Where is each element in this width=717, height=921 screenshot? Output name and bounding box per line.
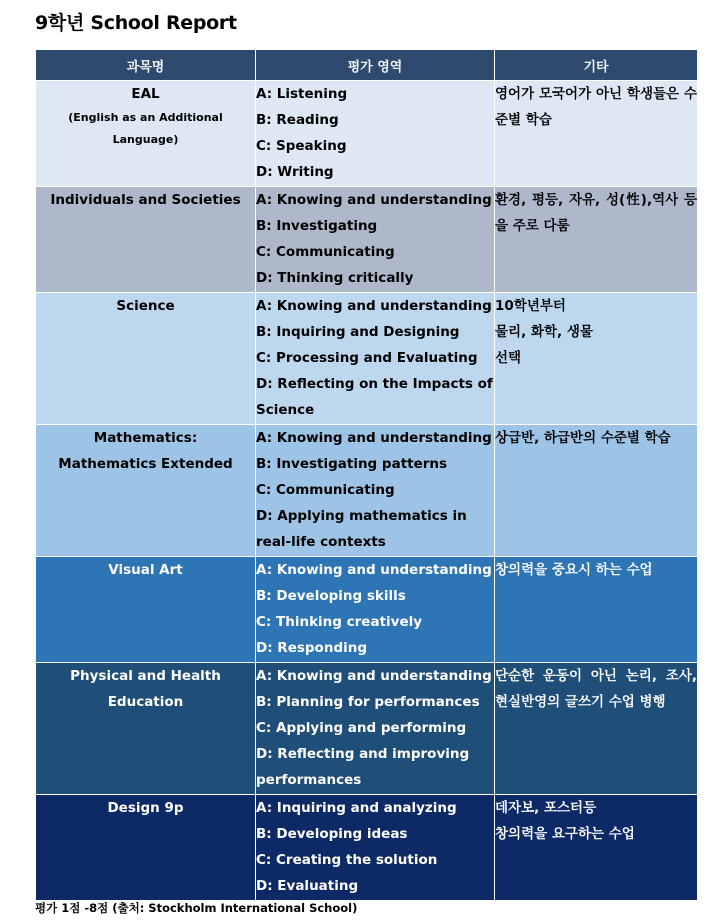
area-item: C: Speaking bbox=[256, 138, 347, 154]
header-notes: 기타 bbox=[495, 50, 698, 81]
area-item: B: Investigating bbox=[256, 218, 378, 234]
area-item: D: Applying mathematics in real-life contexts bbox=[256, 508, 467, 550]
areas-cell bbox=[256, 663, 495, 795]
page-title: 9학년 School Report bbox=[35, 12, 237, 34]
subject-name: Science bbox=[116, 298, 175, 314]
note-cell: 10학년부터 물리, 화학, 생물 선택 bbox=[495, 293, 698, 425]
area-item: B: Inquiring and Designing bbox=[256, 324, 460, 340]
subject-name: EAL bbox=[131, 86, 160, 102]
table-row bbox=[36, 557, 698, 663]
area-item: D: Evaluating bbox=[256, 878, 359, 894]
subject-name: Mathematics: Mathematics Extended bbox=[58, 430, 233, 472]
areas-cell bbox=[256, 293, 495, 425]
area-item: D: Reflecting on the Impacts of Science bbox=[256, 376, 493, 418]
note-cell: 단순한 운동이 아닌 논리, 조사, 현실반영의 글쓰기 수업 병행 bbox=[495, 663, 698, 795]
area-item: A: Knowing and understanding bbox=[256, 298, 492, 314]
subject-subtitle: (English as an Additional Language) bbox=[68, 111, 223, 146]
table-row bbox=[36, 293, 698, 425]
subject-name: Physical and Health Education bbox=[70, 668, 221, 710]
area-item: A: Inquiring and analyzing bbox=[256, 800, 457, 816]
areas-cell bbox=[256, 187, 495, 293]
table-header-row bbox=[36, 50, 698, 81]
area-item: D: Responding bbox=[256, 640, 368, 656]
subject-cell bbox=[36, 557, 256, 663]
subject-name: Visual Art bbox=[108, 562, 183, 578]
subject-cell bbox=[36, 425, 256, 557]
note-cell: 환경, 평등, 자유, 성(性),역사 등을 주로 다룸 bbox=[495, 187, 698, 293]
source-footnote: 평가 1점 -8점 (출처: Stockholm International School) bbox=[35, 901, 358, 915]
note-cell: 창의력을 중요시 하는 수업 bbox=[495, 557, 698, 663]
header-subject: 과목명 bbox=[36, 50, 256, 81]
table-row bbox=[36, 425, 698, 557]
note-cell: 영어가 모국어가 아닌 학생들은 수준별 학습 bbox=[495, 81, 698, 187]
subject-cell bbox=[36, 81, 256, 187]
area-item: C: Processing and Evaluating bbox=[256, 350, 478, 366]
header-assessment-areas: 평가 영역 bbox=[256, 50, 495, 81]
area-item: C: Creating the solution bbox=[256, 852, 438, 868]
subject-cell bbox=[36, 663, 256, 795]
areas-cell bbox=[256, 795, 495, 901]
subject-cell bbox=[36, 293, 256, 425]
area-item: A: Listening bbox=[256, 86, 348, 102]
area-item: C: Communicating bbox=[256, 244, 395, 260]
area-item: B: Investigating patterns bbox=[256, 456, 448, 472]
area-item: C: Communicating bbox=[256, 482, 395, 498]
area-item: D: Writing bbox=[256, 164, 334, 180]
area-item: B: Planning for performances bbox=[256, 694, 480, 710]
table-row bbox=[36, 81, 698, 187]
area-item: A: Knowing and understanding bbox=[256, 668, 492, 684]
area-item: A: Knowing and understanding bbox=[256, 430, 492, 446]
area-item: D: Thinking critically bbox=[256, 270, 414, 286]
table-row bbox=[36, 663, 698, 795]
table-row bbox=[36, 187, 698, 293]
note-cell: 상급반, 하급반의 수준별 학습 bbox=[495, 425, 698, 557]
area-item: A: Knowing and understanding bbox=[256, 192, 492, 208]
area-item: B: Developing skills bbox=[256, 588, 406, 604]
table-row bbox=[36, 795, 698, 901]
areas-cell bbox=[256, 81, 495, 187]
subject-name: Design 9p bbox=[107, 800, 184, 816]
subject-name: Individuals and Societies bbox=[50, 192, 241, 208]
note-cell: 데자보, 포스터등 창의력을 요구하는 수업 bbox=[495, 795, 698, 901]
area-item: C: Applying and performing bbox=[256, 720, 467, 736]
area-item: A: Knowing and understanding bbox=[256, 562, 492, 578]
area-item: D: Reflecting and improving performances bbox=[256, 746, 470, 788]
area-item: B: Reading bbox=[256, 112, 339, 128]
report-table bbox=[35, 49, 698, 901]
area-item: B: Developing ideas bbox=[256, 826, 408, 842]
area-item: C: Thinking creatively bbox=[256, 614, 423, 630]
areas-cell bbox=[256, 425, 495, 557]
areas-cell bbox=[256, 557, 495, 663]
subject-cell bbox=[36, 187, 256, 293]
subject-cell bbox=[36, 795, 256, 901]
